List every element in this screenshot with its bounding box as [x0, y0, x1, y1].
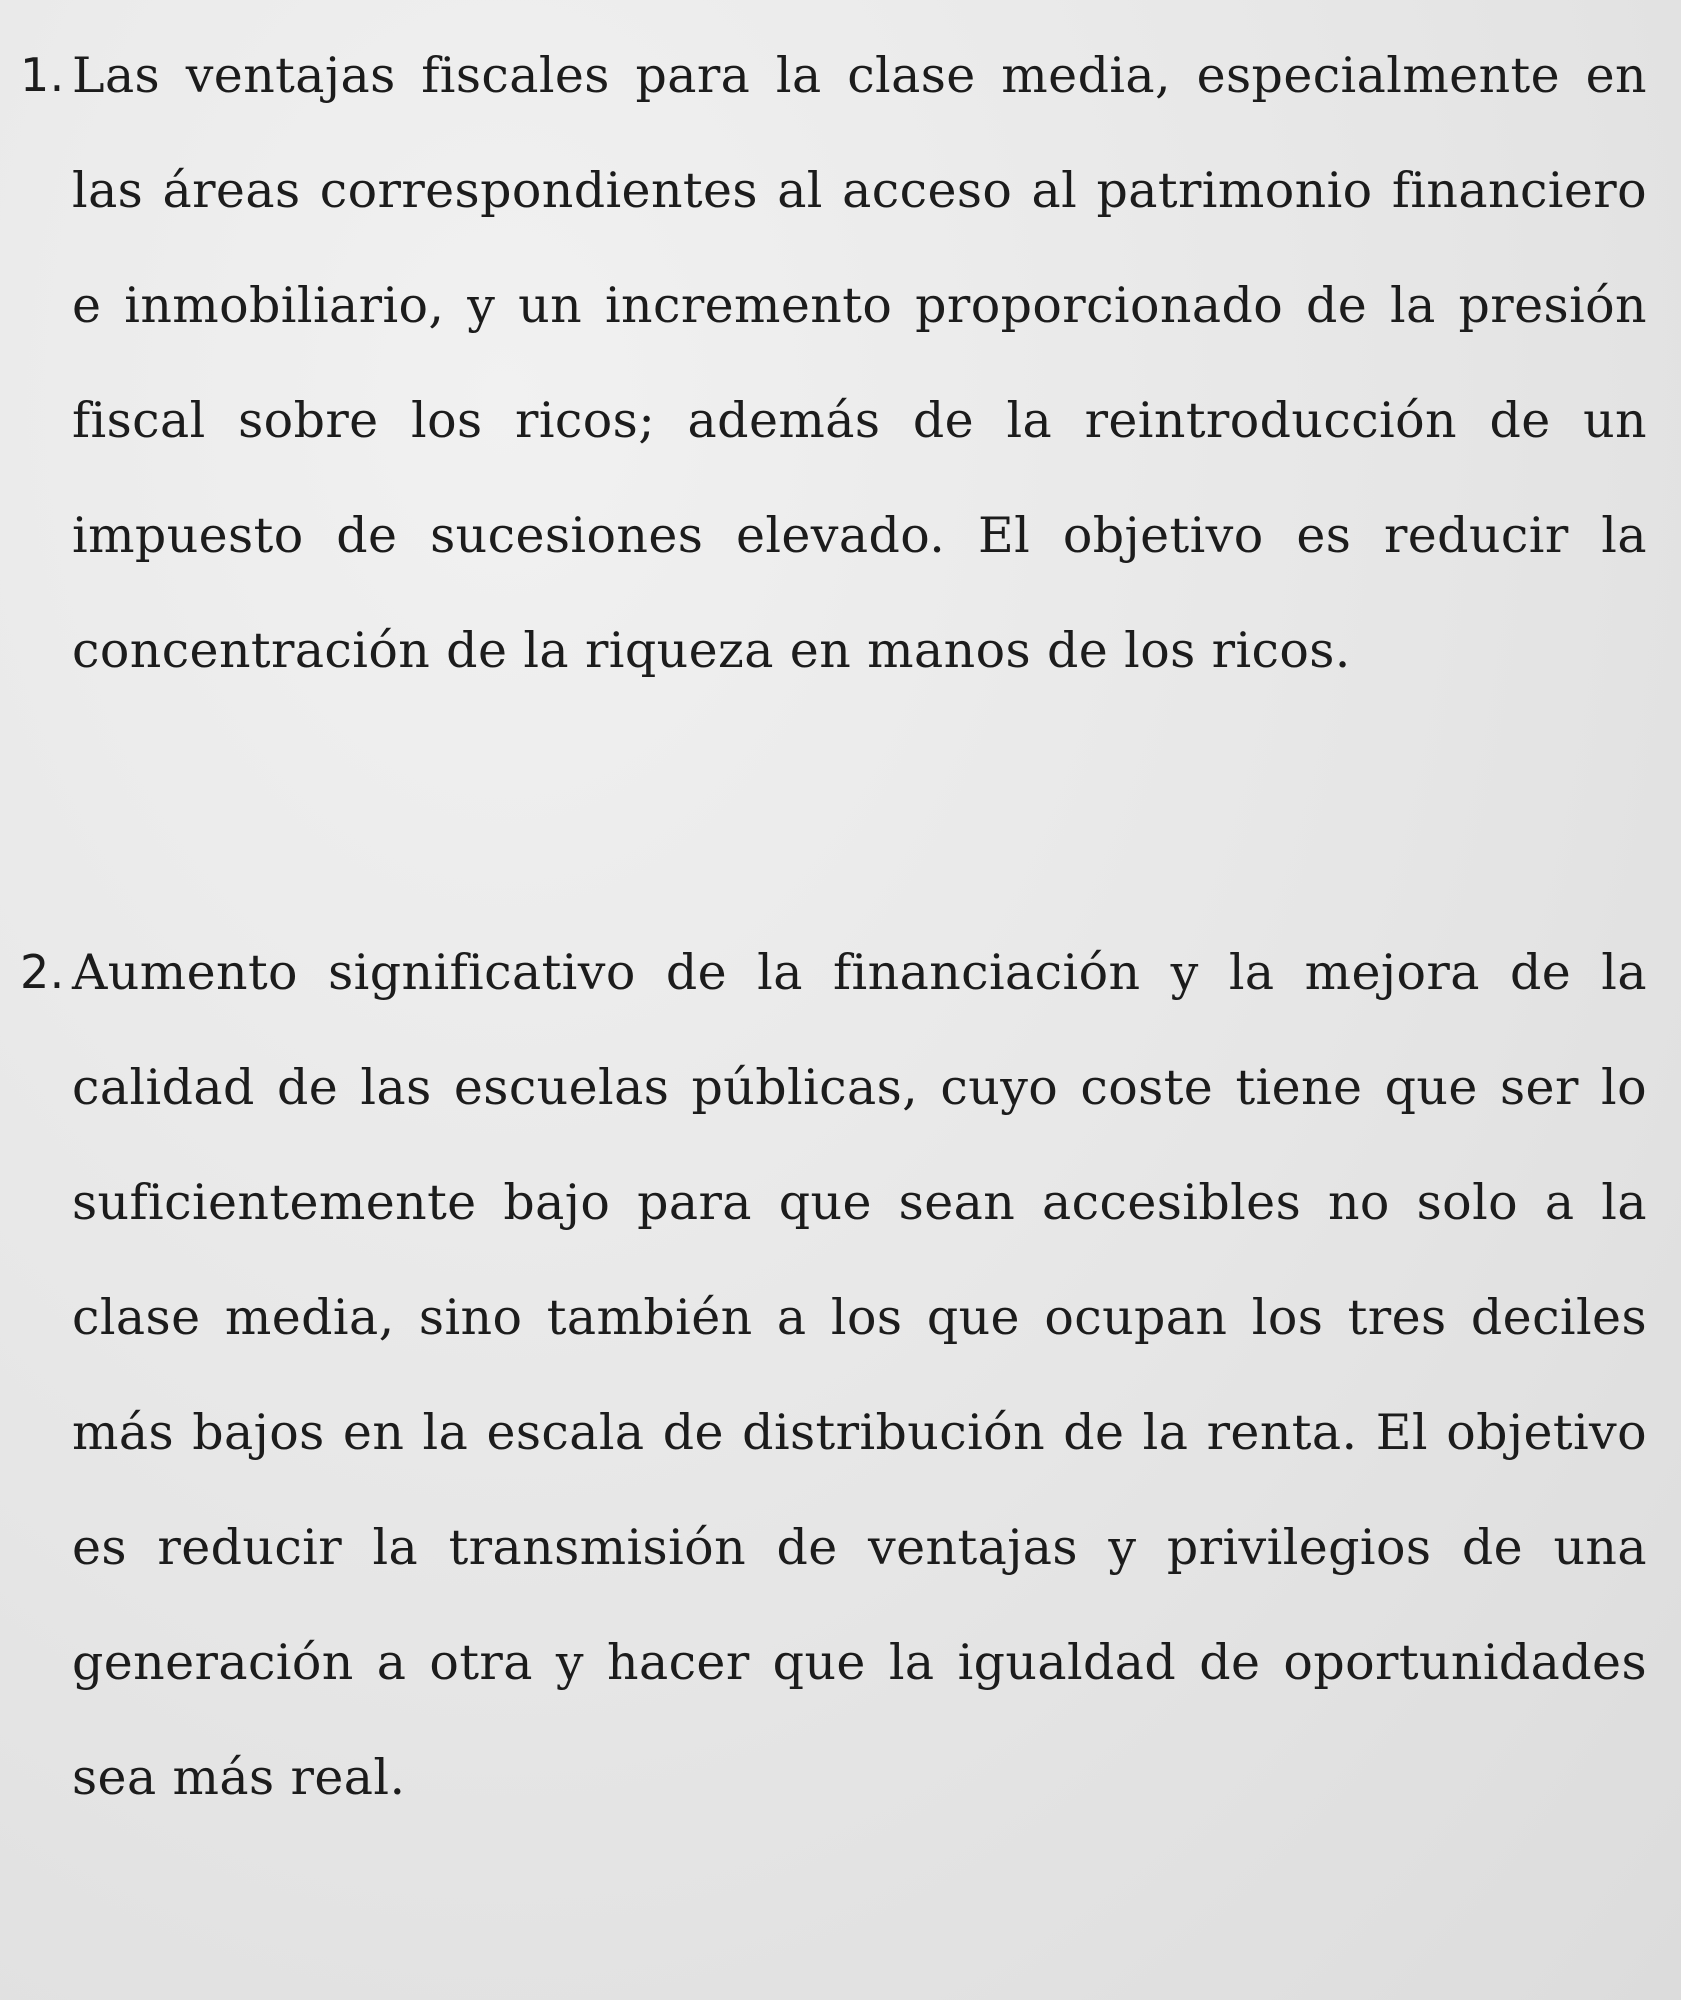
list-item-1 — [0, 18, 1681, 708]
list-item-2 — [0, 915, 1681, 1835]
list-item-number: 2. — [20, 945, 65, 999]
list-item-text: Las ventajas fiscales para la clase media, especialmente en las áreas correspondientes al acceso al patrimonio financiero e inmobiliario, y un incremento proporcionado de la presión fiscal sobre los ricos; además de la reintroducción de un impuesto de sucesiones elevado. El objetivo es reducir la concentración de la riqueza en manos de los ricos. — [72, 47, 1647, 679]
list-item-text: Aumento significativo de la financiación y la mejora de la calidad de las escuelas públicas, cuyo coste tiene que ser lo suficientemente bajo para que sean accesibles no solo a la clase media, sino también a los que ocupan los tres deciles más bajos en la escala de distribución de la renta. El objetivo es reducir la transmisión de ventajas y privilegios de una generación a otra y hacer que la igualdad de oportunidades sea más real. — [72, 944, 1647, 1806]
list-item-number: 1. — [20, 48, 65, 102]
